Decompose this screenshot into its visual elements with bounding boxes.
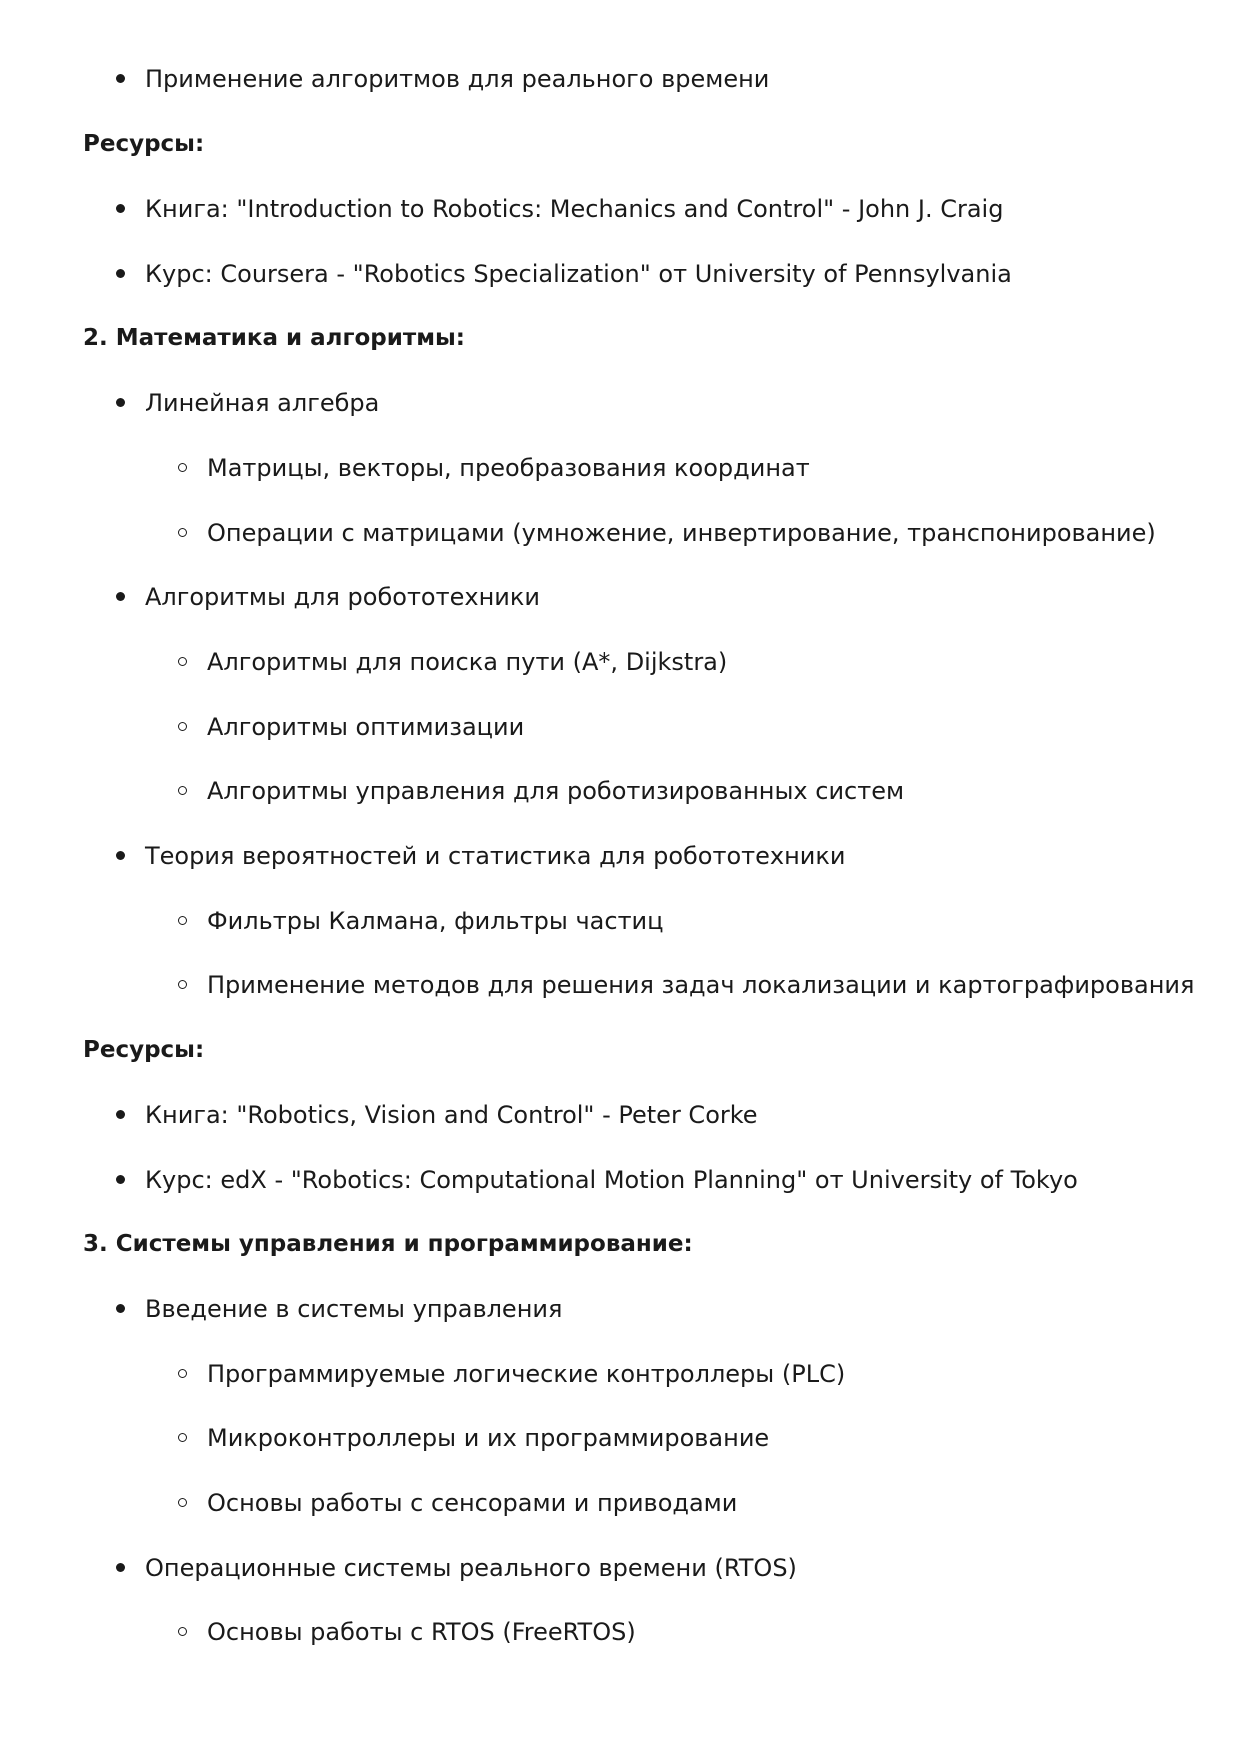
list-item	[145, 59, 769, 99]
list-item-text: Алгоритмы оптимизации	[207, 713, 525, 741]
list-item-text: Фильтры Калмана, фильтры частиц	[207, 907, 664, 935]
list-item-text: Основы работы с сенсорами и приводами	[207, 1489, 738, 1517]
bullet-circle-icon	[178, 657, 187, 666]
sub-list-item	[207, 448, 810, 488]
list-item-text: Книга: "Robotics, Vision and Control" - Peter Corke	[145, 1101, 758, 1129]
list-item-text: Линейная алгебра	[145, 389, 380, 417]
bullet-disc-icon	[116, 204, 125, 213]
bullet-circle-icon	[178, 980, 187, 989]
list-item	[145, 836, 846, 876]
bullet-disc-icon	[116, 592, 125, 601]
section-heading: 3. Системы управления и программирование:	[83, 1231, 693, 1257]
list-item	[145, 1548, 797, 1588]
list-item-text: Теория вероятностей и статистика для робототехники	[145, 842, 846, 870]
sub-list-item	[207, 1418, 769, 1458]
list-item-text: Применение алгоритмов для реального времени	[145, 65, 770, 93]
list-item	[145, 1095, 758, 1135]
sub-list-item	[207, 1354, 845, 1394]
list-item	[145, 383, 379, 423]
bullet-disc-icon	[116, 1304, 125, 1313]
section-heading: 2. Математика и алгоритмы:	[83, 325, 466, 351]
sub-list-item	[207, 1612, 636, 1652]
list-item-text: Курс: edX - "Robotics: Computational Motion Planning" от University of Tokyo	[145, 1166, 1078, 1194]
list-item	[145, 254, 1012, 294]
list-item	[145, 1289, 562, 1329]
list-item	[145, 189, 1003, 229]
bullet-disc-icon	[116, 1110, 125, 1119]
list-item-text: Программируемые логические контроллеры (PLC)	[207, 1360, 846, 1388]
list-item-text: Алгоритмы для поиска пути (A*, Dijkstra)	[207, 648, 728, 676]
bullet-circle-icon	[178, 722, 187, 731]
list-item	[145, 577, 540, 617]
list-item-text: Основы работы с RTOS (FreeRTOS)	[207, 1618, 636, 1646]
bullet-circle-icon	[178, 916, 187, 925]
bullet-circle-icon	[178, 528, 187, 537]
bullet-circle-icon	[178, 1627, 187, 1636]
sub-list-item	[207, 901, 663, 941]
list-item-text: Применение методов для решения задач локализации и картографирования	[207, 971, 1195, 999]
bullet-disc-icon	[116, 851, 125, 860]
sub-list-item	[207, 771, 904, 811]
list-item-text: Операции с матрицами (умножение, инвертирование, транспонирование)	[207, 519, 1156, 547]
list-item	[145, 1160, 1078, 1200]
list-item-text: Операционные системы реального времени (RTOS)	[145, 1554, 797, 1582]
bullet-circle-icon	[178, 463, 187, 472]
sub-list-item	[207, 513, 1156, 553]
list-item-text: Книга: "Introduction to Robotics: Mechanics and Control" - John J. Craig	[145, 195, 1004, 223]
list-item-text: Матрицы, векторы, преобразования координат	[207, 454, 810, 482]
sub-list-item	[207, 642, 727, 682]
section-heading: Ресурсы:	[83, 131, 205, 157]
section-heading: Ресурсы:	[83, 1037, 205, 1063]
bullet-circle-icon	[178, 1498, 187, 1507]
list-item-text: Микроконтроллеры и их программирование	[207, 1424, 770, 1452]
bullet-disc-icon	[116, 1175, 125, 1184]
list-item-text: Алгоритмы управления для роботизированных систем	[207, 777, 905, 805]
bullet-disc-icon	[116, 74, 125, 83]
bullet-circle-icon	[178, 1369, 187, 1378]
bullet-disc-icon	[116, 398, 125, 407]
bullet-circle-icon	[178, 786, 187, 795]
sub-list-item	[207, 707, 524, 747]
sub-list-item	[207, 965, 1194, 1005]
list-item-text: Алгоритмы для робототехники	[145, 583, 540, 611]
bullet-disc-icon	[116, 1563, 125, 1572]
bullet-disc-icon	[116, 269, 125, 278]
bullet-circle-icon	[178, 1433, 187, 1442]
list-item-text: Введение в системы управления	[145, 1295, 563, 1323]
list-item-text: Курс: Coursera - "Robotics Specialization" от University of Pennsylvania	[145, 260, 1012, 288]
sub-list-item	[207, 1483, 737, 1523]
